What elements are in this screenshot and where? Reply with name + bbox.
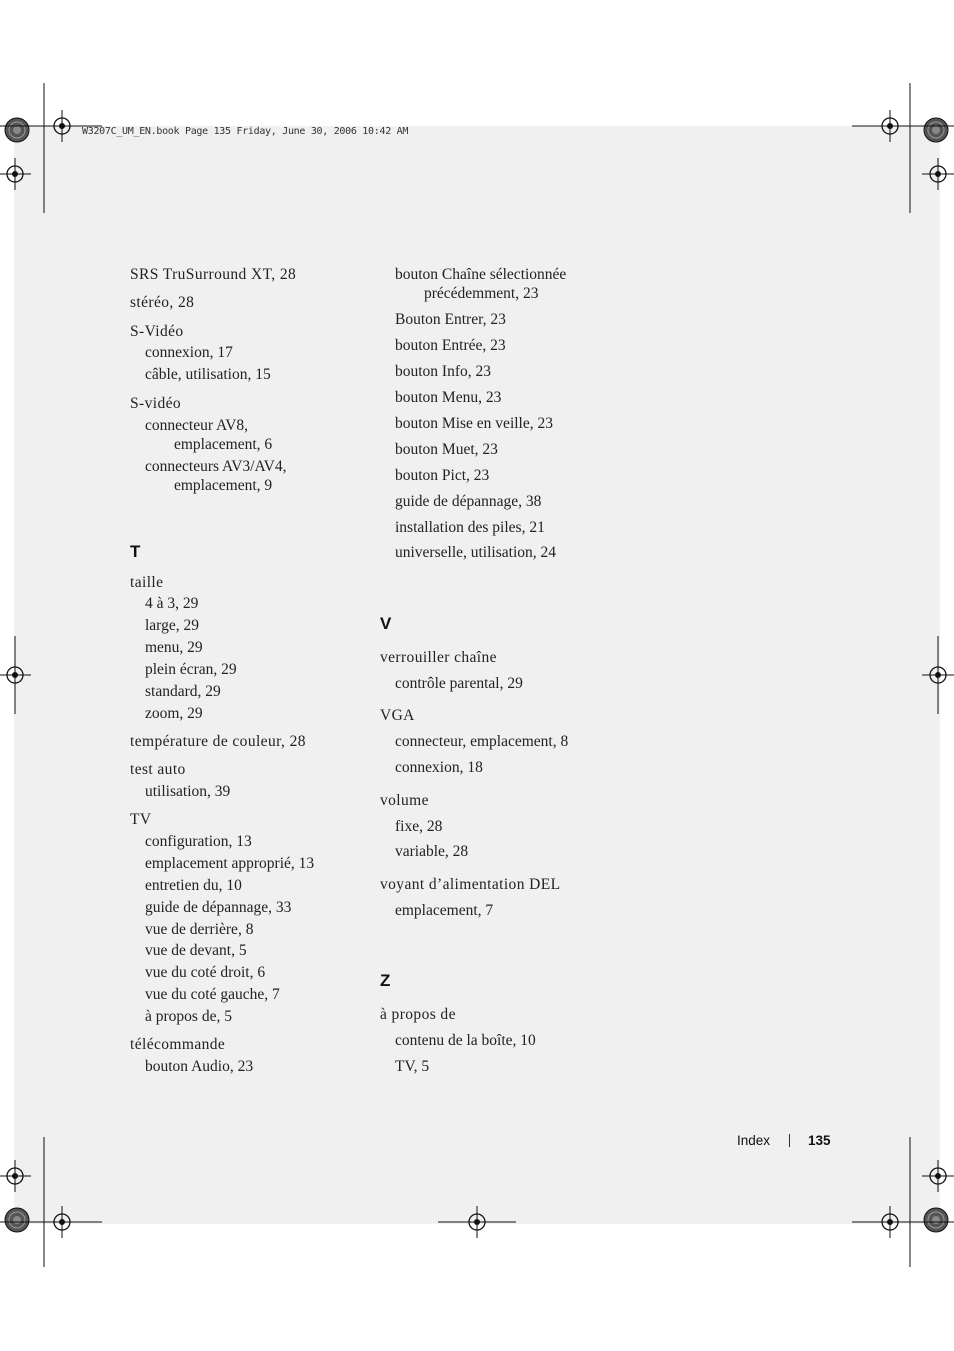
entry-verrouiller: verrouiller chaîne <box>380 649 497 666</box>
entry-vga: VGA <box>380 707 415 724</box>
entry-taille: taille <box>130 574 164 591</box>
subentry: bouton Info, 23 <box>395 363 492 380</box>
subentry: 4 à 3, 29 <box>145 595 199 612</box>
entry-srs: SRS TruSurround XT, 28 <box>130 266 297 283</box>
subentry-continued: emplacement, 9 <box>174 477 273 494</box>
entry-svideo-lower: S-vidéo <box>130 395 182 412</box>
subentry: vue de devant, 5 <box>145 942 247 959</box>
subentry: TV, 5 <box>395 1058 430 1075</box>
subentry: bouton Chaîne sélectionnée <box>395 266 567 283</box>
entry-telecommande: télécommande <box>130 1036 226 1053</box>
entry-tv: TV <box>130 811 152 828</box>
subentry: variable, 28 <box>395 843 469 860</box>
section-letter-v: V <box>380 614 392 633</box>
subentry: bouton Menu, 23 <box>395 389 502 406</box>
entry-voyant: voyant d’alimentation DEL <box>380 876 561 893</box>
subentry: contenu de la boîte, 10 <box>395 1032 536 1049</box>
subentry: à propos de, 5 <box>145 1008 232 1025</box>
subentry: contrôle parental, 29 <box>395 675 523 692</box>
subentry: connexion, 17 <box>145 344 233 361</box>
subentry: guide de dépannage, 38 <box>395 493 542 510</box>
subentry: Bouton Entrer, 23 <box>395 311 506 328</box>
subentry: fixe, 28 <box>395 818 443 835</box>
entry-test-auto: test auto <box>130 761 186 778</box>
subentry: guide de dépannage, 33 <box>145 899 292 916</box>
subentry: bouton Pict, 23 <box>395 467 490 484</box>
footer-section-label: Index <box>737 1133 771 1148</box>
entry-temperature: température de couleur, 28 <box>130 733 306 750</box>
subentry: vue du coté gauche, 7 <box>145 986 280 1003</box>
subentry: bouton Muet, 23 <box>395 441 498 458</box>
subentry: connecteurs AV3/AV4, <box>145 458 287 475</box>
subentry-continued: emplacement, 6 <box>174 436 273 453</box>
subentry: bouton Entrée, 23 <box>395 337 506 354</box>
footer-separator <box>789 1134 790 1147</box>
entry-svideo: S-Vidéo <box>130 323 184 340</box>
subentry: connecteur, emplacement, 8 <box>395 733 569 750</box>
subentry: connexion, 18 <box>395 759 483 776</box>
subentry: plein écran, 29 <box>145 661 237 678</box>
section-letter-t: T <box>130 542 141 561</box>
subentry: configuration, 13 <box>145 833 252 850</box>
subentry: vue de derrière, 8 <box>145 921 254 938</box>
page-number: 135 <box>808 1133 831 1148</box>
subentry-continued: précédemment, 23 <box>424 285 539 302</box>
subentry: bouton Audio, 23 <box>145 1058 254 1075</box>
subentry: emplacement, 7 <box>395 902 494 919</box>
subentry: vue du coté droit, 6 <box>145 964 266 981</box>
subentry: connecteur AV8, <box>145 417 249 434</box>
subentry: standard, 29 <box>145 683 221 700</box>
subentry: utilisation, 39 <box>145 783 231 800</box>
subentry: universelle, utilisation, 24 <box>395 544 557 561</box>
entry-stereo: stéréo, 28 <box>130 294 195 311</box>
entry-a-propos: à propos de <box>380 1006 456 1023</box>
book-slug-header: W3207C_UM_EN.book Page 135 Friday, June 30, 2006 10:42 AM <box>82 126 409 137</box>
subentry: installation des piles, 21 <box>395 519 545 536</box>
subentry: large, 29 <box>145 617 199 634</box>
section-letter-z: Z <box>380 971 391 990</box>
subentry: câble, utilisation, 15 <box>145 366 271 383</box>
subentry: entretien du, 10 <box>145 877 242 894</box>
subentry: emplacement approprié, 13 <box>145 855 315 872</box>
subentry: zoom, 29 <box>145 705 203 722</box>
subentry: bouton Mise en veille, 23 <box>395 415 553 432</box>
subentry: menu, 29 <box>145 639 203 656</box>
entry-volume: volume <box>380 792 429 809</box>
